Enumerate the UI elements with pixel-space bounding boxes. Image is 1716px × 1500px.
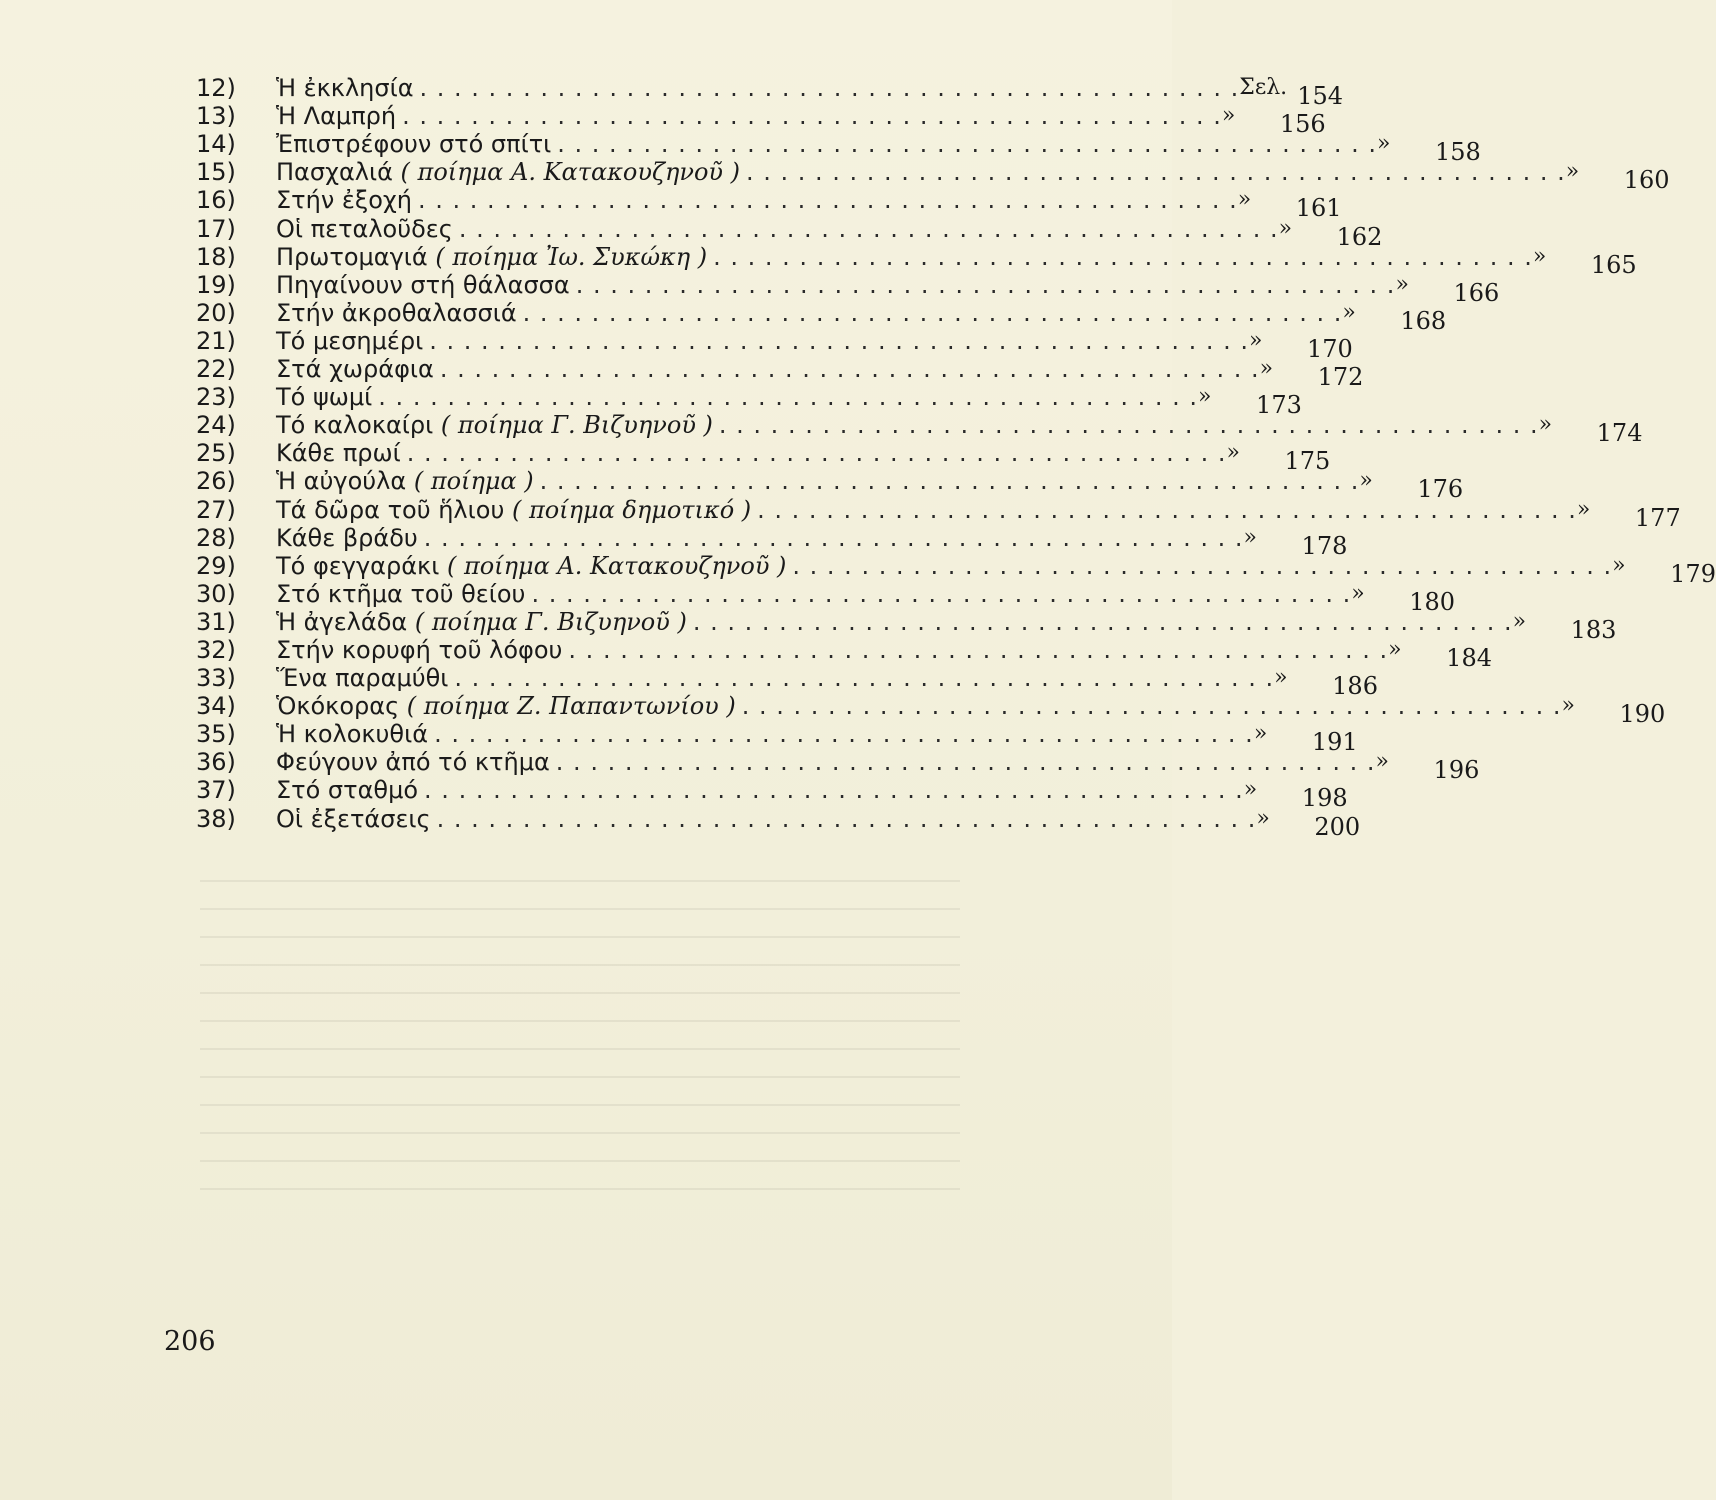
entry-number: 33) (196, 664, 236, 693)
entry-title-group (276, 552, 786, 580)
toc-entry (196, 467, 1464, 504)
entry-title-group (276, 299, 517, 327)
entry-title: Στήν ἀκροθαλασσιά (276, 298, 517, 327)
entry-title-group (276, 776, 418, 804)
page-marker: » (1561, 693, 1575, 719)
entry-page-number: 154 (1297, 82, 1344, 111)
page-marker: » (1512, 608, 1527, 634)
page-marker: » (1278, 215, 1293, 241)
entry-title: Στά χωράφια (276, 355, 434, 384)
entry-page-number: 178 (1301, 531, 1348, 560)
entry-page-number: 161 (1295, 194, 1342, 223)
entry-title-group (276, 74, 414, 102)
dot-leader (736, 692, 1562, 720)
toc-entry (196, 383, 1302, 420)
toc-entry (196, 551, 1716, 588)
entry-title-group (276, 608, 687, 636)
entry-number: 12) (196, 74, 236, 103)
entry-number: 26) (196, 467, 236, 496)
entry-title: Ἡ Λαμπρή (276, 102, 397, 131)
toc-entry (196, 242, 1637, 279)
entry-page-number: 176 (1417, 475, 1464, 504)
toc-entry (196, 607, 1617, 644)
toc-entry (196, 270, 1500, 307)
toc-entry (196, 776, 1348, 813)
dot-leader (412, 186, 1238, 214)
entry-page-number: 170 (1306, 334, 1353, 363)
entry-poem-note: ( ποίημα Α. Κατακουζηνοῦ ) (446, 551, 787, 580)
toc-entry (196, 748, 1480, 785)
entry-title: Τό ψωμί (276, 383, 373, 412)
entry-page-number: 200 (1314, 812, 1361, 841)
dot-leader (551, 130, 1377, 158)
page-marker: » (1359, 468, 1373, 494)
page-marker: » (1198, 384, 1212, 410)
toc-entry (196, 298, 1447, 335)
entry-title-group (276, 411, 713, 439)
entry-page-number: 160 (1623, 166, 1670, 195)
entry-page-number: 198 (1301, 784, 1348, 813)
entry-page-number: 172 (1317, 363, 1364, 392)
dot-leader (453, 215, 1279, 243)
entry-number: 23) (196, 383, 236, 412)
entry-title: Κάθε πρωί (276, 439, 401, 468)
entry-title-group (276, 327, 423, 355)
entry-page-number: 180 (1409, 587, 1456, 616)
toc-entry (196, 355, 1364, 392)
entry-page-number: 186 (1332, 672, 1378, 701)
entry-title: Στήν ἐξοχή (276, 186, 412, 215)
entry-number: 24) (196, 411, 236, 440)
entry-number: 19) (196, 270, 236, 299)
dot-leader (428, 720, 1254, 748)
toc-entry (196, 214, 1383, 251)
page-marker: » (1274, 665, 1288, 691)
toc-entry (196, 130, 1481, 167)
entry-title-group (276, 692, 736, 720)
dot-leader (534, 467, 1360, 495)
entry-title: Τό καλοκαίρι (276, 411, 434, 440)
dot-leader (525, 580, 1351, 608)
page-marker: Σελ. (1239, 75, 1288, 101)
entry-title-group (276, 524, 418, 552)
entry-number: 29) (196, 551, 236, 580)
entry-number: 38) (196, 804, 236, 833)
page-marker: » (1221, 103, 1236, 129)
entry-title-group (276, 720, 428, 748)
dot-leader (751, 496, 1577, 524)
dot-leader (562, 636, 1388, 664)
toc-entry (196, 326, 1353, 363)
entry-title: Πασχαλιά (276, 158, 393, 187)
entry-number: 28) (196, 523, 236, 552)
page-marker: » (1253, 721, 1268, 747)
toc-entry (196, 579, 1456, 616)
entry-title-group (276, 215, 453, 243)
entry-title: Πηγαίνουν στή θάλασσα (276, 270, 570, 299)
dot-leader (707, 243, 1533, 271)
entry-page-number: 165 (1590, 250, 1637, 279)
entry-number: 30) (196, 579, 236, 608)
entry-page-number: 196 (1433, 756, 1480, 785)
entry-number: 20) (196, 298, 236, 327)
entry-title-group (276, 383, 372, 411)
entry-poem-note: ( ποίημα Γ. Βιζυηνοῦ ) (440, 411, 713, 440)
entry-number: 16) (196, 186, 236, 215)
toc-entry (196, 102, 1326, 139)
toc-entry (196, 720, 1358, 757)
toc-entry (196, 411, 1643, 448)
entry-title: Τό φεγγαράκι (276, 551, 440, 580)
dot-leader (517, 299, 1343, 327)
entry-number: 21) (196, 326, 236, 355)
entry-title-group (276, 805, 431, 833)
entry-title: Ἡ ἀγελάδα (276, 607, 408, 636)
entry-number: 15) (196, 158, 236, 187)
entry-title: Πρωτομαγιά (276, 242, 428, 271)
entry-poem-note: ( ποίημα Γ. Βιζυηνοῦ ) (414, 607, 687, 636)
dot-leader (434, 355, 1260, 383)
entry-title: Οἱ ἐξετάσεις (276, 804, 431, 833)
entry-title-group (276, 355, 434, 383)
entry-poem-note: ( ποίημα Ζ. Παπαντωνίου ) (406, 692, 736, 721)
toc-entry (196, 635, 1492, 672)
entry-title: Στήν κορυφή τοῦ λόφου (276, 635, 563, 664)
dot-leader (687, 608, 1513, 636)
dot-leader (423, 327, 1249, 355)
entry-page-number: 184 (1446, 643, 1492, 672)
entry-title: Τό μεσημέρι (276, 326, 424, 355)
entry-poem-note: ( ποίημα δημοτικό ) (511, 495, 752, 524)
entry-title-group (276, 467, 534, 495)
page-marker: » (1342, 299, 1356, 325)
page-marker: » (1532, 243, 1547, 269)
entry-title-group (276, 130, 551, 158)
entry-page-number: 156 (1279, 110, 1326, 139)
entry-number: 14) (196, 130, 236, 159)
page-marker: » (1538, 412, 1553, 438)
entry-page-number: 179 (1670, 559, 1716, 588)
page-marker: » (1576, 496, 1591, 522)
page-marker: » (1388, 636, 1402, 662)
page-marker: » (1377, 131, 1391, 157)
entry-number: 13) (196, 102, 236, 131)
page-marker: » (1612, 552, 1626, 578)
dot-leader (401, 439, 1227, 467)
dot-leader (570, 271, 1396, 299)
entry-title: Στό κτῆμα τοῦ θείου (276, 579, 526, 608)
dot-leader (418, 776, 1244, 804)
entry-title-group (276, 243, 707, 271)
show-through-shadow (200, 880, 960, 1200)
toc-entry (196, 523, 1348, 560)
dot-leader (448, 664, 1274, 692)
entry-title-group (276, 748, 550, 776)
entry-title: Στό σταθμό (276, 776, 419, 805)
page-marker: » (1243, 524, 1258, 550)
page-marker: » (1395, 271, 1409, 297)
entry-number: 18) (196, 242, 236, 271)
dot-leader (431, 805, 1257, 833)
dot-leader (372, 383, 1198, 411)
page-marker: » (1256, 805, 1270, 831)
dot-leader (396, 102, 1222, 130)
page-marker: » (1248, 327, 1263, 353)
dot-leader (414, 74, 1240, 102)
dot-leader (418, 524, 1244, 552)
entry-poem-note: ( ποίημα Ἰω. Συκώκη ) (435, 242, 708, 271)
page-marker: » (1565, 159, 1580, 185)
toc-entry (196, 664, 1378, 701)
entry-number: 34) (196, 692, 236, 721)
entry-page-number: 177 (1634, 503, 1681, 532)
entry-number: 25) (196, 439, 236, 468)
entry-title-group (276, 186, 412, 214)
entry-page-number: 190 (1619, 700, 1666, 729)
entry-number: 22) (196, 355, 236, 384)
entry-title: Τά δῶρα τοῦ ἥλιου (276, 495, 505, 524)
entry-title-group (276, 102, 396, 130)
entry-number: 35) (196, 720, 236, 749)
entry-title: Κάθε βράδυ (276, 523, 418, 552)
page-marker: » (1243, 777, 1258, 803)
entry-title: Ἐπιστρέφουν στό σπίτι (276, 130, 552, 159)
entry-page-number: 174 (1596, 419, 1643, 448)
toc-entry (196, 692, 1666, 729)
entry-title: Φεύγουν ἀπό τό κτῆμα (276, 748, 550, 777)
table-of-contents (196, 74, 1716, 841)
entry-page-number: 191 (1311, 728, 1358, 757)
entry-number: 32) (196, 635, 236, 664)
page-marker: » (1351, 580, 1365, 606)
dot-leader (786, 552, 1612, 580)
dot-leader (740, 158, 1566, 186)
entry-number: 17) (196, 214, 236, 243)
dot-leader (713, 411, 1539, 439)
entry-title: Ἡ αὐγούλα (276, 467, 407, 496)
entry-page-number: 162 (1336, 222, 1383, 251)
entry-title-group (276, 158, 740, 186)
entry-title: Ἡ κολοκυθιά (276, 720, 429, 749)
page-marker: » (1226, 440, 1240, 466)
entry-title-group (276, 496, 751, 524)
entry-page-number: 168 (1400, 306, 1447, 335)
toc-entry (196, 158, 1670, 195)
entry-page-number: 166 (1453, 278, 1500, 307)
entry-page-number: 173 (1256, 391, 1302, 420)
toc-entry (196, 186, 1342, 223)
toc-entry (196, 74, 1344, 111)
entry-title: Ἡ ἐκκλησία (276, 74, 414, 103)
entry-title: Ἕνα παραμύθι (276, 664, 449, 693)
dot-leader (550, 748, 1376, 776)
entry-title-group (276, 580, 525, 608)
entry-poem-note: ( ποίημα Α. Κατακουζηνοῦ ) (400, 158, 740, 187)
entry-title-group (276, 439, 401, 467)
page-marker: » (1259, 356, 1274, 382)
entry-title-group (276, 664, 448, 692)
toc-entry (196, 439, 1331, 476)
entry-number: 27) (196, 495, 236, 524)
toc-entry (196, 495, 1681, 532)
entry-number: 31) (196, 607, 236, 636)
entry-number: 37) (196, 776, 236, 805)
page-marker: » (1375, 749, 1390, 775)
entry-title: Οἱ πεταλοῦδες (276, 214, 453, 243)
toc-entry (196, 804, 1361, 841)
entry-poem-note: ( ποίημα ) (413, 467, 534, 496)
entry-number: 36) (196, 748, 236, 777)
entry-title-group (276, 636, 562, 664)
entry-title-group (276, 271, 570, 299)
entry-title: Ὁκόκορας (276, 692, 400, 721)
entry-page-number: 175 (1284, 447, 1331, 476)
entry-page-number: 158 (1435, 138, 1481, 167)
entry-page-number: 183 (1570, 615, 1617, 644)
page-number: 206 (164, 1326, 216, 1357)
page-marker: » (1237, 187, 1252, 213)
